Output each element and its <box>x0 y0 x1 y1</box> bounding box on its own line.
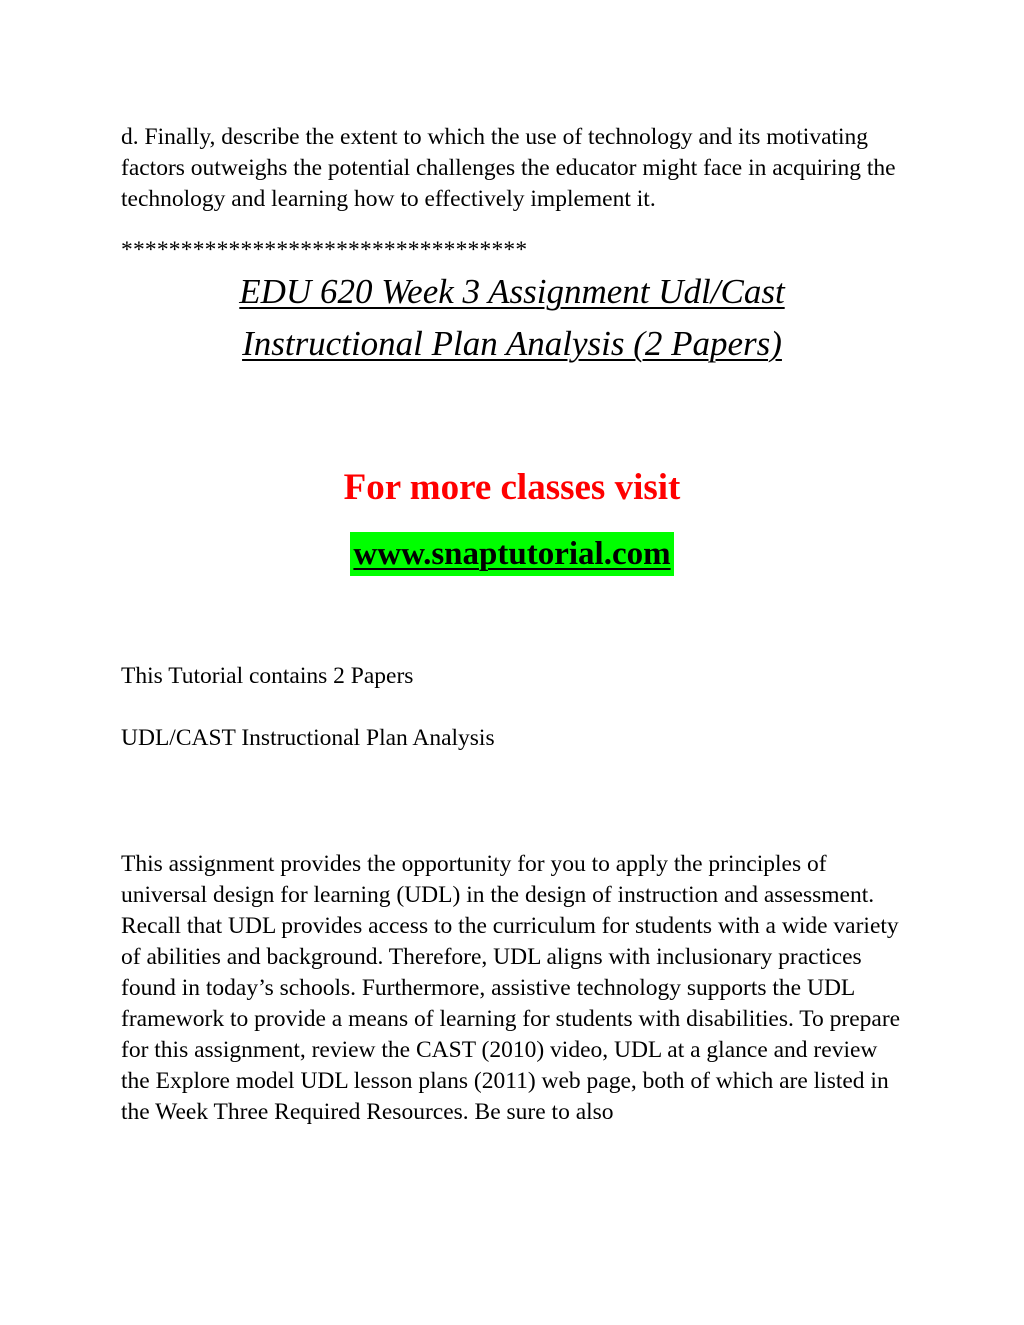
document-page <box>121 122 911 1128</box>
body-paragraph: This assignment provides the opportunity for you to apply the principles of universal design for learning (UDL) in the design of instruction and assessment. Recall that UDL provides access to the curriculum for students with a wide variety of abilities and background. Therefore, UDL aligns with inclusionary practices found in today’s schools. Furthermore, assistive technology supports the UDL framework to provide a means of learning for students with disabilities. To prepare for this assignment, review the CAST (2010) video, UDL at a glance and review the Explore model UDL lesson plans (2011) web page, both of which are listed in the Week Three Required Resources. Be sure to also <box>121 851 901 1125</box>
promo-text: For more classes visit <box>343 467 681 508</box>
tutorial-note: This Tutorial contains 2 Papers <box>121 663 414 689</box>
title-link-line-1[interactable]: EDU 620 Week 3 Assignment Udl/Cast <box>239 272 785 311</box>
promo-url-container <box>0 532 1024 576</box>
assignment-title <box>0 266 1024 370</box>
paragraph-d: d. Finally, describe the extent to which the use of technology and its motivating factors outweighs the potential challenges the educator might face in acquiring the technology and learning how to effectively implement it. <box>121 124 896 212</box>
separator-stars: ********************************** <box>121 237 528 263</box>
title-link-line-2[interactable]: Instructional Plan Analysis (2 Papers) <box>242 324 782 363</box>
promo-url-link[interactable]: www.snaptutorial.com <box>350 532 673 576</box>
section-heading: UDL/CAST Instructional Plan Analysis <box>121 725 495 751</box>
